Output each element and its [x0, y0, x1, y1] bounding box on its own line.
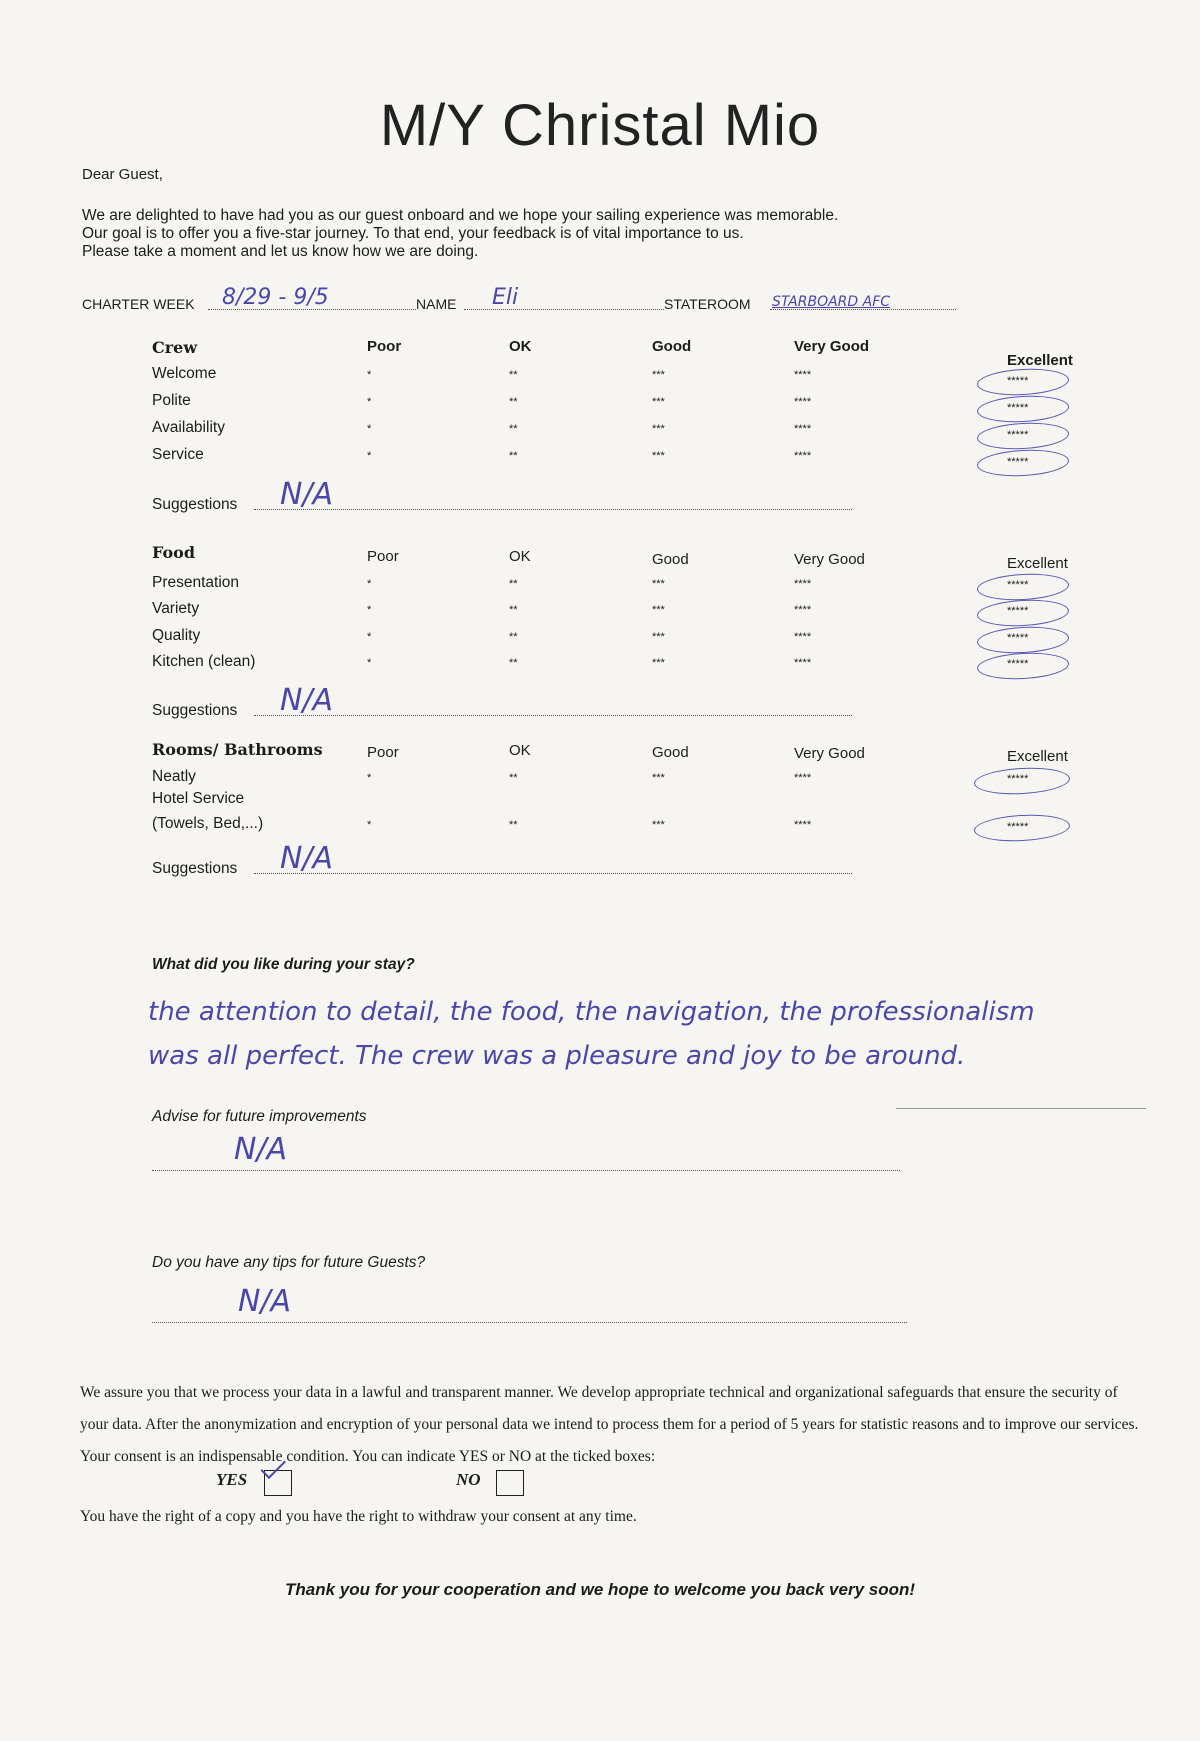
excellent-option[interactable]: ***** — [1007, 821, 1029, 833]
very-good-option[interactable]: **** — [794, 369, 812, 381]
col-poor: Poor — [367, 744, 399, 761]
greeting: Dear Guest, — [82, 166, 163, 183]
excellent-option[interactable]: ***** — [1007, 429, 1029, 441]
name-field[interactable]: Eli — [492, 285, 519, 310]
poor-option[interactable]: * — [367, 604, 372, 616]
rating-row — [152, 365, 1082, 387]
good-option[interactable]: *** — [652, 396, 665, 408]
good-option[interactable]: *** — [652, 604, 665, 616]
selected-circle — [973, 813, 1070, 844]
rating-row — [152, 574, 1082, 596]
col-very-good: Very Good — [794, 551, 865, 568]
col-ok: OK — [509, 742, 531, 759]
very-good-option[interactable]: **** — [794, 819, 812, 831]
suggestions-field — [152, 841, 852, 878]
good-option[interactable]: *** — [652, 450, 665, 462]
poor-option[interactable]: * — [367, 369, 372, 381]
tips-question: Do you have any tips for future Guests? — [152, 1254, 426, 1271]
row-label: Presentation — [152, 574, 240, 591]
col-poor: Poor — [367, 338, 402, 355]
rating-row — [152, 392, 1082, 414]
rating-row — [152, 815, 1082, 837]
col-good: Good — [652, 338, 692, 355]
rating-row — [152, 653, 1082, 675]
selected-circle — [976, 651, 1069, 682]
advise-answer-field[interactable]: N/A — [234, 1132, 288, 1167]
row-label: Quality — [152, 627, 201, 644]
excellent-option[interactable]: ***** — [1007, 632, 1029, 644]
section-title: Rooms/ Bathrooms — [152, 740, 323, 759]
ok-option[interactable]: ** — [509, 604, 518, 616]
suggestions-field — [152, 477, 852, 514]
section-title: Crew — [152, 338, 198, 357]
selected-circle — [976, 625, 1069, 656]
section-title: Food — [152, 543, 196, 562]
very-good-option[interactable]: **** — [794, 396, 812, 408]
suggestions-line — [254, 715, 852, 716]
suggestions-input[interactable]: N/A — [280, 683, 334, 718]
thank-you-message: Thank you for your cooperation and we hope to welcome you back very soon! — [284, 1580, 916, 1599]
col-good: Good — [652, 551, 689, 568]
selected-circle — [976, 448, 1069, 479]
row-label: Hotel Service — [152, 790, 245, 807]
poor-option[interactable]: * — [367, 772, 372, 784]
excellent-option[interactable]: ***** — [1007, 658, 1029, 670]
tips-line — [152, 1322, 907, 1323]
charter-week-label: CHARTER WEEK — [82, 296, 195, 312]
suggestions-label: Suggestions — [152, 702, 238, 719]
rating-row — [152, 446, 1082, 468]
poor-option[interactable]: * — [367, 450, 372, 462]
rights-note: You have the right of a copy and you have the right to withdraw your consent at any time. — [80, 1508, 637, 1525]
good-option[interactable]: *** — [652, 369, 665, 381]
row-label: Neatly — [152, 768, 196, 785]
yes-label: YES — [216, 1470, 248, 1489]
selected-circle — [976, 598, 1069, 629]
suggestions-label: Suggestions — [152, 496, 238, 513]
stateroom-label: STATEROOM — [664, 296, 751, 312]
page-title: M/Y Christal Mio — [379, 93, 821, 158]
advise-question: Advise for future improvements — [152, 1108, 367, 1125]
col-ok: OK — [509, 548, 531, 565]
poor-option[interactable]: * — [367, 423, 372, 435]
privacy-notice: We assure you that we process your data in a lawful and transparent manner. We develop appropriate technical and organizational safeguards that ensure the security of your data. After the anonymization and encryption of your personal data we intend to process them for a period of 5 years for statistic reasons and to improve our services. Your consent is an indispensable condition. You can indicate YES or NO at the ticked boxes: — [80, 1384, 1139, 1465]
very-good-option[interactable]: **** — [794, 657, 812, 669]
ok-option[interactable]: ** — [509, 819, 518, 831]
col-ok: OK — [509, 338, 532, 355]
very-good-option[interactable]: **** — [794, 604, 812, 616]
rating-row — [152, 627, 1082, 649]
intro-text — [82, 207, 982, 261]
col-very-good: Very Good — [794, 745, 865, 762]
very-good-option[interactable]: **** — [794, 631, 812, 643]
poor-option[interactable]: * — [367, 578, 372, 590]
intro-line: Our goal is to offer you a five-star journey. To that end, your feedback is of vital importance to us. — [82, 225, 744, 242]
answer-line — [896, 1108, 1146, 1109]
rating-row — [152, 768, 1082, 790]
food-header-row — [152, 543, 1082, 572]
charter-info-line — [82, 285, 962, 314]
very-good-option[interactable]: **** — [794, 450, 812, 462]
very-good-option[interactable]: **** — [794, 423, 812, 435]
crew-header-row — [152, 338, 1082, 369]
charter-week-field[interactable]: 8/29 - 9/5 — [222, 285, 329, 310]
excellent-option[interactable]: ***** — [1007, 579, 1029, 591]
row-label: Polite — [152, 392, 191, 409]
liked-question: What did you like during your stay? — [152, 956, 415, 973]
rating-row-label-only — [152, 790, 1082, 812]
poor-option[interactable]: * — [367, 396, 372, 408]
ok-option[interactable]: ** — [509, 423, 518, 435]
liked-answer-line: the attention to detail, the food, the navigation, the professionalism — [148, 997, 1035, 1027]
poor-option[interactable]: * — [367, 657, 372, 669]
row-label: (Towels, Bed,...) — [152, 815, 264, 832]
excellent-option[interactable]: ***** — [1007, 375, 1029, 387]
col-excellent: Excellent — [1007, 555, 1068, 572]
good-option[interactable]: *** — [652, 631, 665, 643]
row-label: Service — [152, 446, 204, 463]
good-option[interactable]: *** — [652, 657, 665, 669]
col-excellent: Excellent — [1007, 748, 1068, 765]
good-option[interactable]: *** — [652, 772, 665, 784]
ok-option[interactable]: ** — [509, 772, 518, 784]
no-checkbox[interactable] — [496, 1470, 524, 1496]
poor-option[interactable]: * — [367, 819, 372, 831]
good-option[interactable]: *** — [652, 578, 665, 590]
tips-answer-field[interactable]: N/A — [238, 1284, 292, 1319]
col-good: Good — [652, 744, 689, 761]
stateroom-field[interactable]: STARBOARD AFC — [772, 294, 891, 310]
suggestions-input[interactable]: N/A — [280, 841, 334, 876]
advise-line — [152, 1170, 900, 1171]
suggestions-label: Suggestions — [152, 860, 238, 877]
selected-circle — [976, 572, 1069, 603]
very-good-option[interactable]: **** — [794, 578, 812, 590]
liked-answer-field[interactable] — [148, 990, 1158, 1078]
intro-line: Please take a moment and let us know how we are doing. — [82, 243, 479, 260]
intro-line: We are delighted to have had you as our guest onboard and we hope your sailing experience was memorable. — [82, 207, 839, 224]
suggestions-field — [152, 683, 852, 720]
suggestions-line — [254, 509, 852, 510]
col-poor: Poor — [367, 548, 399, 565]
rating-row — [152, 600, 1082, 622]
ok-option[interactable]: ** — [509, 578, 518, 590]
excellent-option[interactable]: ***** — [1007, 773, 1029, 785]
good-option[interactable]: *** — [652, 423, 665, 435]
row-label: Variety — [152, 600, 200, 617]
col-excellent: Excellent — [1007, 352, 1073, 369]
very-good-option[interactable]: **** — [794, 772, 812, 784]
ok-option[interactable]: ** — [509, 657, 518, 669]
ok-option[interactable]: ** — [509, 631, 518, 643]
name-label: NAME — [416, 296, 457, 312]
row-label: Availability — [152, 419, 225, 436]
rooms-header-row — [152, 740, 1082, 765]
excellent-option[interactable]: ***** — [1007, 456, 1029, 468]
rating-row — [152, 419, 1082, 441]
col-very-good: Very Good — [794, 338, 870, 355]
suggestions-line — [254, 873, 852, 874]
yes-checkbox[interactable] — [264, 1470, 292, 1496]
no-label: NO — [456, 1470, 481, 1489]
row-label: Welcome — [152, 365, 217, 382]
ok-option[interactable]: ** — [509, 450, 518, 462]
excellent-option[interactable]: ***** — [1007, 402, 1029, 414]
excellent-option[interactable]: ***** — [1007, 605, 1029, 617]
ok-option[interactable]: ** — [509, 396, 518, 408]
row-label: Kitchen (clean) — [152, 653, 256, 670]
poor-option[interactable]: * — [367, 631, 372, 643]
suggestions-input[interactable]: N/A — [280, 477, 334, 512]
good-option[interactable]: *** — [652, 819, 665, 831]
liked-answer-line: was all perfect. The crew was a pleasure and joy to be around. — [148, 1041, 966, 1071]
ok-option[interactable]: ** — [509, 369, 518, 381]
